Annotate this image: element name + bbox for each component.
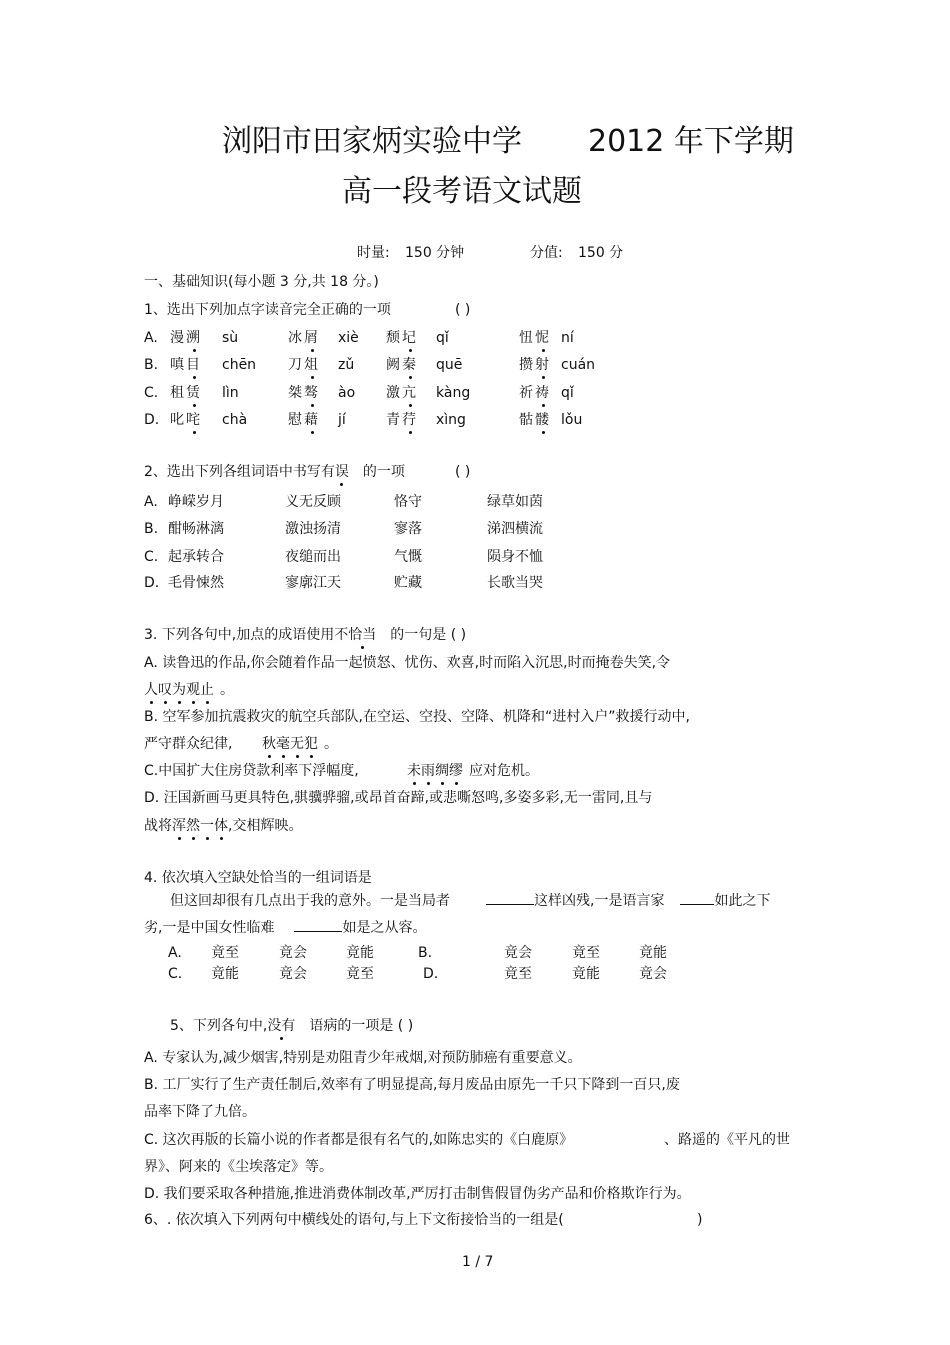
section-heading: 一、基础知识(每小题 3 分,共 18 分。) [144,274,379,290]
q2-stem-b: 的一项 [362,464,405,480]
pinyin: cuán [561,357,596,373]
pinyin: lǒu [561,412,583,428]
dotted-char: 缪 [449,763,463,779]
option-word: 酣畅淋漓 [168,521,224,537]
pinyin: quē [436,357,463,373]
q2-stem-dot: 误 [334,464,349,480]
dotted-char: 藉 [304,412,320,428]
option-word [519,384,551,402]
option-word: 竟能 [346,945,374,961]
option-word: 竟会 [279,945,307,961]
option-word: 起承转合 [168,549,224,565]
option-word: 陨身不恤 [487,549,543,565]
q4-passage-part-d: 劣,一是中国女性临难 [144,920,275,936]
dotted-char: 溯 [186,330,202,346]
q2-stem [144,463,405,481]
q3-option-a-line2 [144,681,234,699]
option-word: 竟能 [211,966,239,982]
option-label: B. [418,945,433,961]
q1-stem: 1、选出下列加点字读音完全正确的一项 [144,302,391,318]
option-word: 夜缒而出 [285,549,341,565]
option-label: B. [144,357,159,373]
option-word [170,356,202,374]
dotted-char: 骜 [304,385,320,401]
q4-passage-line1 [170,890,770,910]
option-word: 义无反顾 [285,494,341,510]
option-label: A. [168,945,182,961]
option-label: B. [144,521,159,537]
dotted-char: 浑 [172,818,186,834]
word-char: 嗔 [170,357,186,373]
option-word [288,384,320,402]
q3-option-d-pre: 战将 [144,818,172,834]
dotted-char: 一 [200,818,214,834]
dotted-char: 目 [186,357,202,373]
q4-stem: 4. 依次填入空缺处恰当的一组词语是 [144,870,372,886]
q5-option-c-line2: 界》、阿来的《尘埃落定》等。 [144,1159,333,1175]
pinyin: xiè [338,330,359,346]
q4-blank-3 [294,917,342,932]
option-word [288,356,320,374]
pinyin: chēn [222,357,257,373]
option-label: D. [144,412,160,428]
option-word [386,411,418,429]
option-label: C. [144,385,159,401]
option-word: 竟会 [639,966,667,982]
q5-option-b-line2: 品率下降了九倍。 [144,1104,256,1120]
option-word: 竟会 [279,966,307,982]
pinyin: kàng [436,385,471,401]
option-word [170,411,202,429]
pinyin: zǔ [338,357,355,373]
option-word [288,411,320,429]
q3-option-c-end: 应对危机。 [469,763,539,779]
q3-option-a-line1: A. 读鲁迅的作品,你会随着作品一起愤怒、忧伤、欢喜,时而陷入沉思,时而掩卷失笑,令 [144,655,671,671]
q3-option-b-end: 。 [324,736,338,752]
title-subject: 高一段考语文试题 [342,174,582,209]
q3-stem-a: 3. 下列各句中,加点的成语使用不 [144,627,349,643]
pinyin: ní [561,330,574,346]
pinyin: sù [222,330,239,346]
dotted-char: 无 [290,736,304,752]
dotted-char: 亢 [402,385,418,401]
q5-option-d: D. 我们要采取各种措施,推进消费体制改革,严厉打击制售假冒伪劣产品和价格欺诈行为。 [144,1186,691,1202]
dotted-char: 射 [535,357,551,373]
dotted-char: 赁 [186,385,202,401]
dotted-char: 体 [214,818,228,834]
word-char: 桀 [288,385,304,401]
option-word: 贮藏 [394,575,422,591]
option-word: 竟至 [572,945,600,961]
pinyin: lìn [222,385,239,401]
q5-stem-dot: 没有 [267,1018,296,1034]
q3-option-c [407,762,539,780]
option-word [386,356,418,374]
q3-option-b-line2 [262,735,338,753]
option-word [519,411,551,429]
option-word: 绿草如茵 [487,494,543,510]
option-label: D. [144,575,160,591]
q5-stem [170,1017,413,1035]
option-label: A. [144,494,158,510]
option-word [386,329,418,347]
option-word: 恪守 [394,494,422,510]
q3-option-d-idiom [172,818,228,834]
dotted-char: 观 [186,682,200,698]
q3-stem [144,626,466,644]
q4-passage-line2 [144,917,426,937]
word-char: 激 [386,385,402,401]
q4-passage-part-a: 但这回却很有几点出于我的意外。一是当局者 [170,893,450,909]
q5-option-c-line1-a: C. 这次再版的长篇小说的作者都是很有名气的,如陈忠实的《白鹿原》 [144,1132,574,1148]
word-char: 忸 [519,330,535,346]
q6-stem: 6、. 依次填入下列两句中横线处的语句,与上下文衔接恰当的一组是( [144,1212,564,1228]
option-label: D. [423,966,439,982]
word-char: 阙 [386,357,402,373]
q5-option-b-line1: B. 工厂实行了生产责任制后,效率有了明显提高,每月废品由原先一千只下降到一百只,废 [144,1077,680,1093]
option-word: 激浊扬清 [285,521,341,537]
q3-stem-b: 的一句是 ( ) [390,627,467,643]
option-word: 寥落 [394,521,422,537]
q5-stem-a: 5、下列各句中, [170,1018,268,1034]
word-char: 颓 [386,330,402,346]
q3-option-b-line1: B. 空军参加抗震救灾的航空兵部队,在空运、空投、空降、机降和“进村入户”救援行动中, [144,709,690,725]
dotted-char: 犯 [304,736,318,752]
q4-passage-part-b: 这样凶残,一是语言家 [534,893,665,909]
q3-stem-dot: 恰当 [348,627,377,643]
pinyin: qǐ [561,385,574,401]
option-word: 涕泗横流 [487,521,543,537]
dotted-char: 雨 [421,763,435,779]
score-value: 150 分 [578,245,624,261]
dotted-char: 毫 [276,736,290,752]
word-char: 青 [386,412,402,428]
option-label: C. [168,966,183,982]
dotted-char: 咤 [186,412,202,428]
option-word: 竟会 [504,945,532,961]
option-word [386,384,418,402]
pinyin: chà [222,412,248,428]
option-word: 竟至 [211,945,239,961]
option-word [519,329,551,347]
q1-answer-paren: ( ) [455,302,471,318]
option-label: A. [144,330,158,346]
q3-option-b-line2-pre: 严守群众纪律, [144,736,233,752]
word-char: 叱 [170,412,186,428]
pinyin: jí [338,412,346,428]
q3-option-a-idiom [144,682,214,698]
dotted-char: 荇 [402,412,418,428]
q3-option-d-line1: D. 汪国新画马更具特色,骐骥骅骝,或昂首奋蹄,或悲嘶怒鸣,多姿多彩,无一雷同,且与 [144,790,653,806]
option-word: 寥廓江天 [285,575,341,591]
word-char: 攒 [519,357,535,373]
word-char: 骷 [519,412,535,428]
option-word: 毛骨悚然 [168,575,224,591]
q4-blank-1 [486,890,534,905]
dotted-char: 人 [144,682,158,698]
dotted-char: 圮 [402,330,418,346]
word-char: 刀 [288,357,304,373]
time-value: 150 分钟 [405,245,465,261]
pinyin: qǐ [436,330,449,346]
option-word [519,356,551,374]
q4-passage-part-e: 如是之从容。 [342,920,427,936]
q3-option-a-end: 。 [220,682,234,698]
title-term: 2012 年下学期 [588,124,794,159]
dotted-char: 祷 [535,385,551,401]
q3-option-b-idiom [262,736,318,752]
q2-answer-paren: ( ) [455,464,471,480]
q3-option-c-idiom [407,763,463,779]
score-label: 分值: [530,245,563,261]
option-word [170,384,202,402]
option-word: 竟至 [346,966,374,982]
dotted-char: 绸 [435,763,449,779]
dotted-char: 怩 [535,330,551,346]
word-char: 漫 [170,330,186,346]
pinyin: xìng [436,412,466,428]
title-school: 浏阳市田家炳实验中学 [222,124,522,159]
pinyin: ào [338,385,356,401]
dotted-char: 止 [200,682,214,698]
dotted-char: 叹 [158,682,172,698]
option-word: 长歌当哭 [487,575,543,591]
q6-close-paren: ) [697,1212,703,1228]
option-word [288,329,320,347]
q5-stem-b: 语病的一项是 ( ) [309,1018,414,1034]
word-char: 慰 [288,412,304,428]
word-char: 祈 [519,385,535,401]
dotted-char: 未 [407,763,421,779]
dotted-char: 屑 [304,330,320,346]
q4-blank-2 [680,890,714,905]
word-char: 租 [170,385,186,401]
q4-passage-part-c: 如此之下 [714,893,771,909]
dotted-char: 秋 [262,736,276,752]
dotted-char: 俎 [304,357,320,373]
dotted-char: 然 [186,818,200,834]
option-word: 峥嵘岁月 [168,494,224,510]
option-word: 竟能 [572,966,600,982]
word-char: 冰 [288,330,304,346]
q5-option-a: A. 专家认为,减少烟害,特别是劝阻青少年戒烟,对预防肺癌有重要意义。 [144,1050,582,1066]
option-word: 气慨 [394,549,422,565]
option-label: C. [144,549,159,565]
q3-option-c-pre: C.中国扩大住房贷款利率下浮幅度, [144,763,359,779]
dotted-char: 秦 [402,357,418,373]
option-word: 竟能 [639,945,667,961]
q3-option-d-line2 [144,817,302,835]
option-word: 竟至 [504,966,532,982]
q2-stem-a: 2、选出下列各组词语中书写有 [144,464,335,480]
option-word [170,329,202,347]
q3-option-d-end: ,交相辉映。 [228,818,303,834]
page-number: 1 / 7 [462,1254,494,1270]
time-label: 时量: [357,245,390,261]
q5-option-c-line1-b: 、路遥的《平凡的世 [664,1132,790,1148]
dotted-char: 髅 [535,412,551,428]
dotted-char: 为 [172,682,186,698]
